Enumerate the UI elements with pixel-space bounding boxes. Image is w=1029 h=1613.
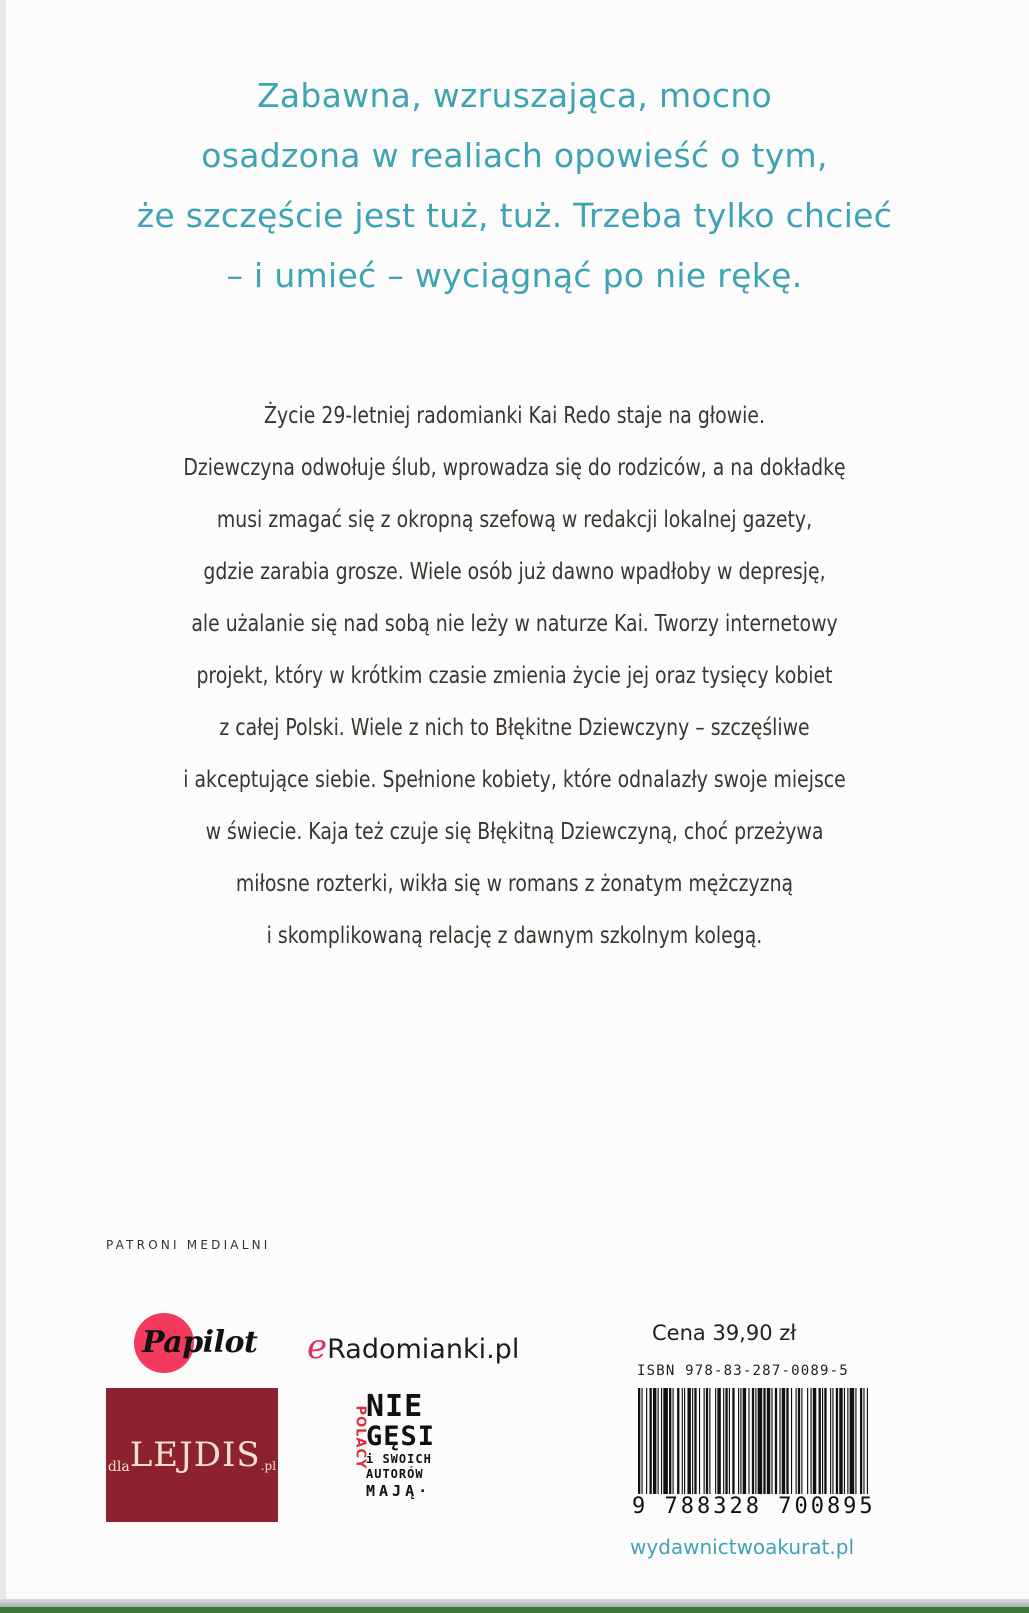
isbn (637, 1363, 849, 1379)
isbn-label: ISBN (637, 1363, 676, 1379)
media-patrons-label: PATRONI MEDIALNI (106, 1238, 271, 1252)
niegesi-vertical-text: POLACY (352, 1405, 368, 1470)
description-line: i skomplikowaną relację z dawnym szkolnym kolegą. (266, 923, 763, 949)
tagline-line: osadzona w realiach opowieść o tym, (201, 136, 828, 175)
isbn-value: 978-83-287-0089-5 (685, 1363, 849, 1379)
price-value: 39,90 zł (712, 1321, 797, 1345)
niegesi-line: NIE (366, 1389, 424, 1424)
description-line: projekt, który w krótkim czasie zmienia życie jej oraz tysięcy kobiet (196, 663, 833, 689)
cover-bottom-edge (0, 1599, 1029, 1613)
description-line: ale użalanie się nad sobą nie leży w naturze Kai. Tworzy internetowy (191, 611, 838, 637)
price-label: Cena (652, 1321, 706, 1345)
lejdis-suffix: .pl (260, 1459, 277, 1473)
papilot-logo-text: Papilot (142, 1325, 258, 1360)
niegesi-line: i SWOICH (366, 1452, 432, 1466)
niegesi-logo (342, 1389, 442, 1522)
book-description (93, 390, 937, 962)
dlalejdis-logo (106, 1388, 278, 1522)
eradomianki-text: Radomianki.pl (327, 1334, 520, 1365)
tagline-line: Zabawna, wzruszająca, mocno (256, 76, 773, 115)
description-line: musi zmagać się z okropną szefową w redakcji lokalnej gazety, (216, 507, 813, 533)
cover-bottom-stripe (0, 1607, 1029, 1613)
description-line: i akceptujące siebie. Spełnione kobiety, które odnalazły swoje miejsce (183, 767, 846, 793)
tagline-line: że szczęście jest tuż, tuż. Trzeba tylko chcieć (136, 196, 893, 235)
niegesi-line: MAJĄ· (366, 1482, 432, 1500)
niegesi-line: GĘSI (366, 1421, 436, 1452)
description-line: Dziewczyna odwołuje ślub, wprowadza się do rodziców, a na dokładkę (183, 455, 846, 481)
papilot-logo (134, 1313, 284, 1375)
eradomianki-logo (307, 1327, 519, 1367)
price (652, 1321, 796, 1345)
tagline (0, 66, 1029, 306)
lejdis-main: LEJDIS (129, 1435, 261, 1475)
description-line: z całej Polski. Wiele z nich to Błękitne Dziewczyny – szczęśliwe (219, 715, 810, 741)
niegesi-line: AUTORÓW (366, 1467, 424, 1481)
tagline-line: – i umieć – wyciągnąć po nie rękę. (226, 256, 803, 295)
description-line: gdzie zarabia grosze. Wiele osób już dawno wpadłoby w depresję, (203, 559, 826, 585)
lejdis-prefix: dla (107, 1459, 130, 1475)
description-line: Życie 29-letniej radomianki Kai Redo staje na głowie. (264, 403, 765, 429)
publisher-website[interactable]: wydawnictwoakurat.pl (630, 1535, 854, 1559)
description-line: w świecie. Kaja też czuje się Błękitną Dziewczyną, choć przeżywa (205, 819, 824, 845)
eradomianki-e: e (307, 1327, 328, 1367)
description-line: miłosne rozterki, wikła się w romans z żonatym mężczyzną (235, 871, 794, 897)
barcode-digits: 9 788328 700895 (632, 1494, 872, 1524)
niegesi-wordmark (366, 1389, 436, 1500)
